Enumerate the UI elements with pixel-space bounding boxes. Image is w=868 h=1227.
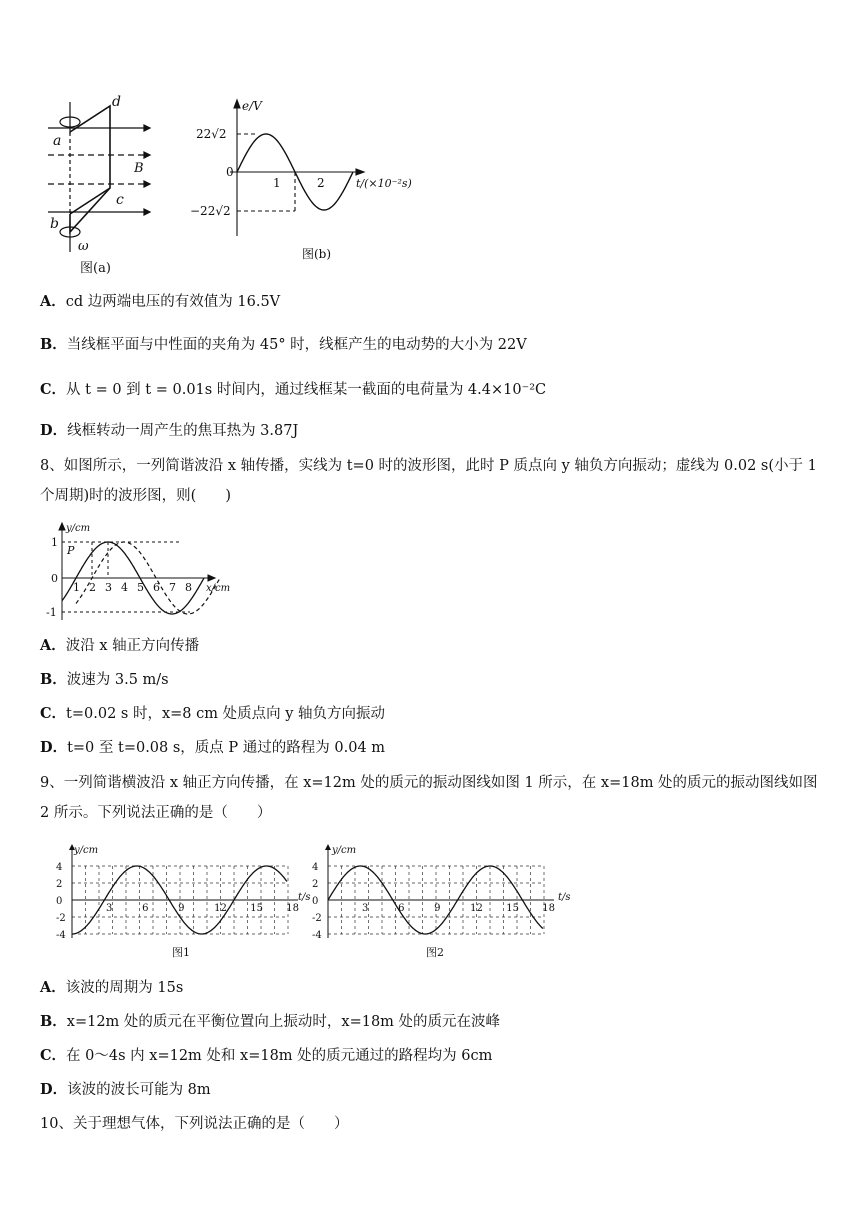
x-tick: 9 [434,903,441,914]
fig-b-xlabel: t/(×10⁻²s) [356,177,412,190]
q8-option-c: C．t=0.02 s 时，x=8 cm 处质点向 y 轴负方向振动 [40,705,386,722]
x-tick: 15 [250,903,263,914]
x-tick: 12 [470,903,483,914]
q7-option-a: A．cd 边两端电压的有效值为 16.5V [40,293,281,310]
figure-a-coil [40,92,160,277]
fig-b-xtick-1: 1 [273,176,281,190]
q9-fig1-ylabel: y/cm [74,845,99,856]
x-tick: 6 [142,903,149,914]
figure-b-emf-graph [190,96,425,268]
fig-b-ylabel: e/V [242,99,262,113]
x-tick: 12 [214,903,227,914]
label-c: c [116,192,124,208]
label-omega: ω [78,239,89,254]
q8-ytick-0: 0 [51,572,58,585]
q9-figure-1 [44,842,314,962]
q9-option-b: B．x=12m 处的质元在平衡位置向上振动时，x=18m 处的质元在波峰 [40,1013,501,1030]
label-a: a [53,133,62,149]
q9-fig2-ylabel: y/cm [332,845,357,856]
x-tick: 18 [286,903,300,914]
q8-point-p: P [67,544,75,557]
x-tick: 3 [106,903,113,914]
q9-stem: 9、一列简谐横波沿 x 轴正方向传播，在 x=12m 处的质元的振动图线如图 1 所示，在 x=18m 处的质元的振动图线如图 2 所示。下列说法正确的是（ ） [40,775,818,821]
fig-a-caption: 图(a) [80,261,111,276]
q7-option-b: B．当线框平面与中性面的夹角为 45° 时，线框产生的电动势的大小为 22V [40,336,527,353]
y-tick: 0 [56,896,63,907]
q8-xtick: 2 [89,581,96,594]
q8-wave-figure [40,520,240,625]
x-tick: 18 [542,903,556,914]
q9-option-a: A．该波的周期为 15s [40,979,184,996]
fig-b-ytick-top: 22√2 [196,127,227,141]
q8-xtick: 5 [137,581,144,594]
q8-xtick: 7 [169,581,176,594]
q9-figure-2 [300,842,575,962]
x-tick: 9 [178,903,185,914]
q8-option-a: A．波沿 x 轴正方向传播 [40,637,200,654]
y-tick: -4 [56,930,66,941]
q8-xtick: 1 [73,581,80,594]
y-tick: -4 [312,930,322,941]
fig-b-ytick-bottom: −22√2 [190,204,231,218]
q10-stem: 10、关于理想气体，下列说法正确的是（ ） [40,1116,349,1132]
q8-xtick: 3 [105,581,112,594]
q7-option-c: C．从 t = 0 到 t = 0.01s 时间内，通过线框某一截面的电荷量为 4.4×10⁻²C [40,381,547,398]
q8-xtick: 6 [153,581,160,594]
y-tick: -2 [312,913,322,924]
q8-ytick-1: 1 [51,536,58,549]
y-tick: 2 [56,879,63,890]
y-tick: 2 [312,879,319,890]
label-d: d [112,94,121,110]
q9-fig2-caption: 图2 [426,946,444,959]
y-tick: -2 [56,913,66,924]
x-tick: 6 [398,903,405,914]
q8-option-b: B．波速为 3.5 m/s [40,671,169,688]
q9-fig1-xlabel: t/s [298,892,311,903]
fig-b-xtick-2: 2 [317,176,325,190]
q7-option-d: D．线框转动一周产生的焦耳热为 3.87J [40,422,299,439]
y-axis-arrow [325,844,331,850]
q9-option-c: C．在 0～4s 内 x=12m 处和 x=18m 处的质元通过的路程均为 6cm [40,1047,493,1064]
fig-b-caption: 图(b) [302,247,332,261]
fig-b-origin: 0 [226,165,234,179]
x-tick: 3 [362,903,369,914]
q8-stem: 8、如图所示，一列简谐波沿 x 轴传播，实线为 t=0 时的波形图，此时 P 质点向 y 轴负方向振动；虚线为 0.02 s(小于 1 个周期)时的波形图，则( ) [40,458,817,504]
q8-xtick: 8 [185,581,192,594]
y-tick: 4 [312,862,319,873]
label-B: B [134,161,144,176]
q9-fig2-xlabel: t/s [558,892,571,903]
label-b: b [50,216,59,232]
y-tick: 4 [56,862,63,873]
q9-fig1-caption: 图1 [172,946,190,959]
q8-xtick: 4 [121,581,128,594]
q8-ytick-m1: -1 [46,606,57,619]
q8-xlabel: x/cm [206,583,231,594]
q8-ylabel: y/cm [66,523,91,534]
y-tick: 0 [312,896,319,907]
x-tick: 15 [506,903,519,914]
q9-option-d: D．该波的波长可能为 8m [40,1081,211,1098]
q8-option-d: D．t=0 至 t=0.08 s，质点 P 通过的路程为 0.04 m [40,739,386,756]
